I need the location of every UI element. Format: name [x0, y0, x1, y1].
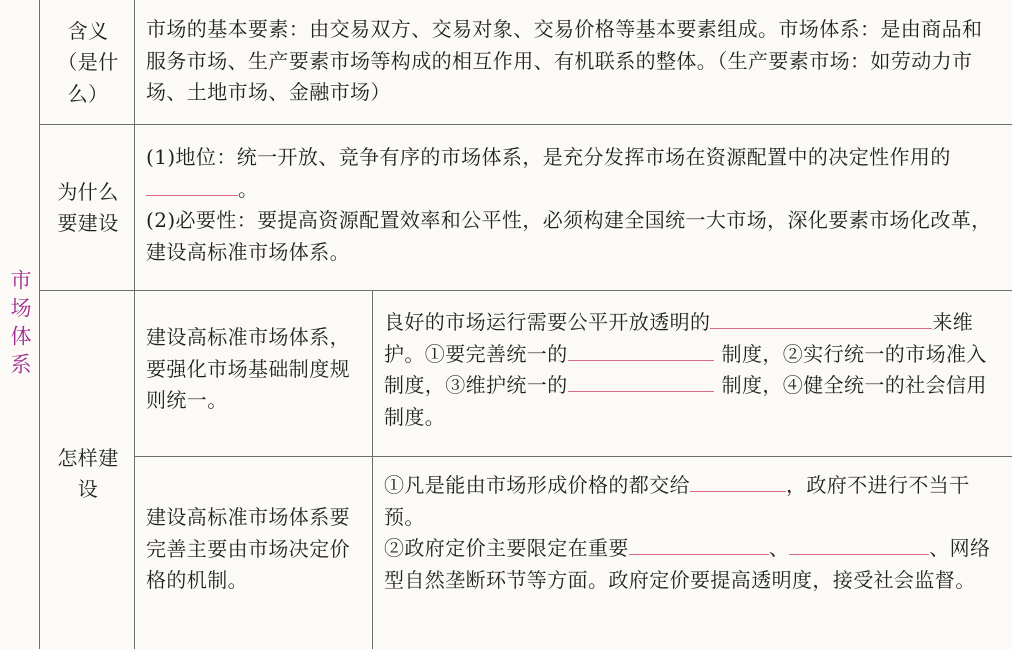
how-sub2-text-a: ①凡是能由市场形成价格的都交给 [384, 473, 690, 497]
side-title-text: 市场体系 [8, 268, 32, 381]
why-paragraph-1 [146, 142, 1002, 205]
label-how [48, 436, 128, 512]
label-column-divider [134, 0, 135, 649]
why-p1-end: 。 [238, 176, 259, 201]
why-paragraph-2 [146, 205, 1002, 268]
label-why [48, 170, 128, 246]
label-meaning [48, 10, 128, 116]
sub-column-divider [372, 290, 373, 649]
fill-blank[interactable] [146, 177, 238, 196]
fill-blank[interactable] [568, 373, 714, 392]
label-how-text: 怎样建设 [57, 445, 119, 501]
how-sub2-left [146, 502, 366, 597]
how-sub2-text-c: ②政府定价主要限定在重要 [384, 536, 629, 560]
how-sub2-paragraph-1 [384, 470, 1004, 533]
how-sub2-text-d: 、 [768, 536, 790, 560]
table-border-left [39, 0, 40, 649]
how-sub1-text-c: 制度，②实行统一的市场准入制度，③维护统一的 [384, 341, 987, 397]
label-why-text: 为什么要建设 [57, 179, 119, 235]
why-content [146, 142, 1002, 268]
fill-blank[interactable] [710, 310, 932, 329]
why-p1-text: (1)地位：统一开放、竞争有序的市场体系，是充分发挥市场在资源配置中的决定性作用的 [146, 145, 951, 169]
sub-row-divider [134, 456, 1012, 457]
how-sub1-left [146, 322, 366, 417]
how-sub2-text-e: 、网络型自然垄断环节等方面。政府定价要提高透明度，接受社会监督。 [384, 536, 991, 592]
fill-blank[interactable] [789, 536, 929, 555]
how-sub2-paragraph-2 [384, 533, 1004, 596]
row-divider-2 [39, 290, 1012, 291]
fill-blank[interactable] [690, 473, 786, 492]
fill-blank[interactable] [629, 536, 769, 555]
how-sub2-text-b: ，政府不进行不当干预。 [384, 473, 970, 529]
how-sub1-text-d: 制度，④健全统一的社会信用制度。 [384, 373, 987, 429]
why-p2-text: (2)必要性：要提高资源配置效率和公平性，必须构建全国统一大市场，深化要素市场化改革，建设高标准市场体系。 [146, 208, 992, 264]
how-sub1-text-a: 良好的市场运行需要公平开放透明的 [384, 310, 711, 334]
how-sub1-text-b: 来维护。①要完善统一的 [384, 310, 974, 366]
label-meaning-text: 含义（是什么） [57, 18, 119, 106]
meaning-text: 市场的基本要素：由交易双方、交易对象、交易价格等基本要素组成。市场体系：是由商品和服务市场、生产要素市场等构成的相互作用、有机联系的整体。（生产要素市场：如劳动力市场、土地市场、金融市场） [146, 17, 983, 104]
how-sub1-left-text: 建设高标准市场体系，要强化市场基础制度规则统一。 [146, 325, 350, 412]
how-sub2-left-text: 建设高标准市场体系要完善主要由市场决定价格的机制。 [146, 505, 350, 592]
how-sub1-right [384, 307, 1004, 433]
meaning-content [146, 14, 1002, 109]
side-title [6, 0, 34, 649]
row-divider-1 [39, 124, 1012, 125]
how-sub2-right [384, 470, 1004, 596]
fill-blank[interactable] [568, 342, 714, 361]
